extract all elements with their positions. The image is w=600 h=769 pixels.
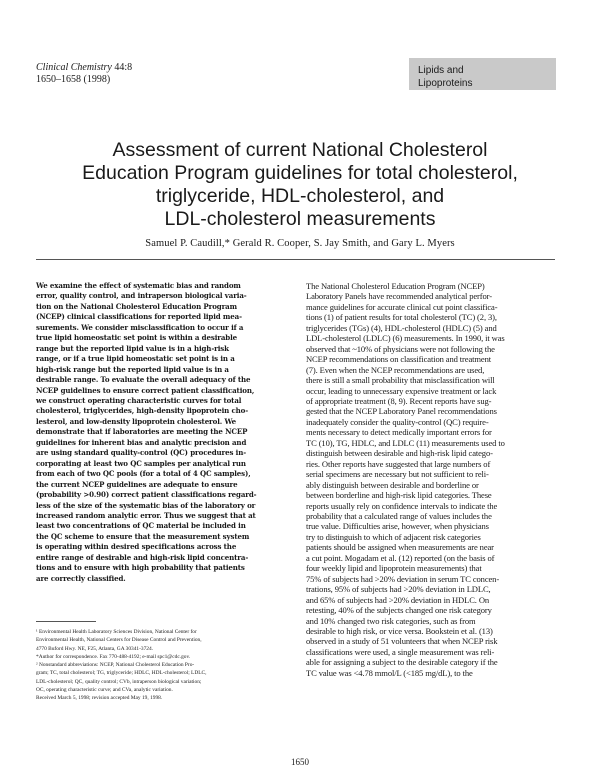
body-line: TC (10), TG, HDLC, and LDLC (11) measurements used to xyxy=(306,437,505,448)
body-line: four weekly lipid and lipoprotein measurements) that xyxy=(306,563,482,574)
body-line: (7). Even when the NCEP recommendations are used, xyxy=(306,364,485,375)
abstract-line: lesterol, and low-density lipoprotein cholesterol. We xyxy=(36,416,237,426)
body-line: tions (1) of patient results for total cholesterol (TC) (2, 3), xyxy=(306,312,497,323)
abstract-line: guidelines for inherent bias and analytic precision and xyxy=(36,437,247,447)
journal-volume: 44:8 xyxy=(111,62,133,73)
body-line: 75% of subjects had >20% deviation in serum TC concen- xyxy=(306,573,500,584)
abstract-line: demonstrate that if laboratories are meeting the NCEP xyxy=(36,427,248,437)
abstract-line: we construct operating characteristic curves for total xyxy=(36,395,242,405)
body-line: TC value was <4.78 mmol/L (<185 mg/dL), to the xyxy=(306,667,473,678)
footnote-line: *Author for correspondence. Fax 770-488-4192; e-mail spc1@cdc.gov. xyxy=(36,653,191,660)
body-line: probability that a calculated range of values includes the xyxy=(306,510,492,521)
abstract-line: cholesterol, triglycerides, high-density lipoprotein cho- xyxy=(36,406,249,416)
body-line: retesting, 40% of the subjects changed one risk category xyxy=(306,605,492,616)
body-line: serial specimens are necessary but not sufficient to reli- xyxy=(306,469,489,480)
footnote-line: Received March 5, 1998; revision accepted May 19, 1998. xyxy=(36,695,163,702)
title-line: triglyceride, HDL-cholesterol, and xyxy=(155,185,445,207)
body-line: occur, leading to unnecessary expensive treatment or lack xyxy=(306,385,497,396)
footnote-line: Environmental Health, National Centers for Disease Control and Prevention, xyxy=(36,637,202,644)
abstract-line: increased random analytic error. Thus we suggest that at xyxy=(36,510,256,520)
body-line: LDL-cholesterol (LDLC) (6) measurements. In 1990, it was xyxy=(306,333,505,344)
abstract-line: least two concentrations of QC material be included in xyxy=(36,521,246,531)
footnote-line: 4770 Buford Hwy. NE, F25, Atlanta, GA 30341-3724. xyxy=(36,645,154,652)
footnote-line: ² Nonstandard abbreviations: NCEP, National Cholesterol Education Pro- xyxy=(36,662,195,669)
body-line: there is still a small probability that misclassification will xyxy=(306,375,495,386)
abstract-line: range but the reported lipid value is in a high-risk xyxy=(36,343,229,353)
body-line: of appropriate treatment (8, 9). Recent reports have sug- xyxy=(306,395,492,406)
abstract-line: less of the size of the systematic bias of the laboratory or xyxy=(36,500,256,510)
abstract-line: desirable range. To evaluate the overall adequacy of the xyxy=(36,375,251,385)
title-line: LDL-cholesterol measurements xyxy=(164,208,436,230)
journal-citation xyxy=(36,62,132,86)
body-line: reports usually rely on confidence intervals to indicate the xyxy=(306,500,498,511)
abstract-line: true lipid homeostatic set point is within a desirable xyxy=(36,333,238,343)
body-line: a cut point. Mogadam et al. (12) reported (on the basis of xyxy=(306,552,495,563)
journal-pages: 1650–1658 (1998) xyxy=(36,74,111,85)
abstract-line: tions and to ensure with high probability that patients xyxy=(36,563,245,573)
body-line: gested that the NCEP Laboratory Panel recommendations xyxy=(306,406,497,417)
body-line: and 65% of subjects had >20% deviation in HDLC. On xyxy=(306,594,490,605)
footnote-line: LDL-cholesterol; QC, quality control; CVb, intraperson biological variation; xyxy=(36,678,202,685)
section-label-line: Lipids and xyxy=(418,65,464,76)
body-line: between borderline and high-risk lipid categories. These xyxy=(306,490,492,501)
body-line: true value. Difficulties arise, however, when physicians xyxy=(306,521,489,532)
footnote-line: ¹ Environmental Health Laboratory Sciences Division, National Center for xyxy=(36,629,197,635)
abstract-line: tion on the National Cholesterol Education Program xyxy=(36,301,237,311)
body-line: mance guidelines for accurate clinical cut point classifica- xyxy=(306,301,498,312)
journal-name: Clinical Chemistry xyxy=(36,62,112,73)
abstract-line: We examine the effect of systematic bias and random xyxy=(36,281,241,290)
page-number: 1650 xyxy=(291,757,309,767)
body-line: ments necessary to detect medically important errors for xyxy=(306,427,492,438)
body-line: observed in a study of 51 volunteers that when NCEP risk xyxy=(306,636,498,647)
abstract xyxy=(36,281,293,584)
body-text xyxy=(306,281,559,678)
body-line: Laboratory Panels have recommended analytical perfor- xyxy=(306,291,492,302)
body-line: trations, 95% of subjects had >20% deviation in LDLC, xyxy=(306,584,491,595)
abstract-line: the QC scheme to ensure that the measurement system xyxy=(36,531,250,541)
abstract-line: is operating within desired specifications across the xyxy=(36,542,237,552)
header-divider xyxy=(36,259,555,260)
footnote-line: OC, operating characteristic curve; and CVa, analytic variation. xyxy=(36,687,173,694)
abstract-line: (NCEP) clinical classifications for reported lipid mea- xyxy=(36,312,242,322)
body-line: observed that ~10% of physicians were not following the xyxy=(306,343,495,354)
section-label-box xyxy=(409,58,556,90)
body-line: patients should be assigned when measurements are near xyxy=(306,542,494,553)
footnotes xyxy=(36,628,293,703)
abstract-line: error, quality control, and intraperson biological varia- xyxy=(36,291,247,301)
abstract-line: the current NCEP guidelines are adequate to ensure xyxy=(36,479,238,489)
body-line: try to distinguish to which of adjacent risk categories xyxy=(306,531,481,542)
article-title xyxy=(30,139,570,231)
abstract-line: high-risk range but the reported lipid value is in a xyxy=(36,364,229,374)
body-line: triglycerides (TGs) (4), HDL-cholesterol (HDLC) (5) and xyxy=(306,322,497,333)
body-line: able for assigning a subject to the desirable category if the xyxy=(306,657,498,668)
footnote-divider xyxy=(36,621,96,622)
title-line: Assessment of current National Cholesterol xyxy=(112,139,488,161)
footnote-line: gram; TC, total cholesterol; TG, triglyceride; HDLC, HDL-cholesterol; LDLC, xyxy=(36,670,207,677)
body-line: inadequately consider the quality-control (QC) require- xyxy=(306,416,489,427)
abstract-line: range, or if a true lipid homeostatic set point is in a xyxy=(36,354,235,364)
abstract-line: corporating at least two QC samples per analytical run xyxy=(36,458,246,468)
body-line: and 10% changed two risk categories, such as from xyxy=(306,615,476,626)
body-line: The National Cholesterol Education Program (NCEP) xyxy=(306,281,485,291)
body-line: distinguish between desirable and high-risk lipid catego- xyxy=(306,448,493,459)
abstract-line: are correctly classified. xyxy=(36,573,126,583)
body-line: ably distinguish between desirable and borderline or xyxy=(306,479,479,490)
abstract-line: from each of two QC pools (for a total of 4 QC samples), xyxy=(36,469,251,479)
body-line: ries. Other reports have suggested that large numbers of xyxy=(306,458,491,469)
body-line: NCEP recommendations on classification and treatment xyxy=(306,354,491,365)
abstract-line: entire range of desirable and high-risk lipid concentra- xyxy=(36,552,249,562)
abstract-line: are using standard quality-control (QC) procedures in- xyxy=(36,448,247,458)
abstract-line: surements. We consider misclassification to occur if a xyxy=(36,322,244,332)
body-line: desirable to high risk, or vice versa. Bookstein et al. (13) xyxy=(306,625,493,636)
author-list: Samuel P. Caudill,* Gerald R. Cooper, S. Jay Smith, and Gary L. Myers xyxy=(145,238,455,249)
section-label-line: Lipoproteins xyxy=(418,78,473,89)
body-line: classifications were used, a single measurement was reli- xyxy=(306,646,495,657)
abstract-line: NCEP guidelines to ensure correct patient classification, xyxy=(36,385,255,395)
abstract-line: (probability >0.90) correct patient classifications regard- xyxy=(36,490,257,500)
title-line: Education Program guidelines for total cholesterol, xyxy=(82,162,518,184)
